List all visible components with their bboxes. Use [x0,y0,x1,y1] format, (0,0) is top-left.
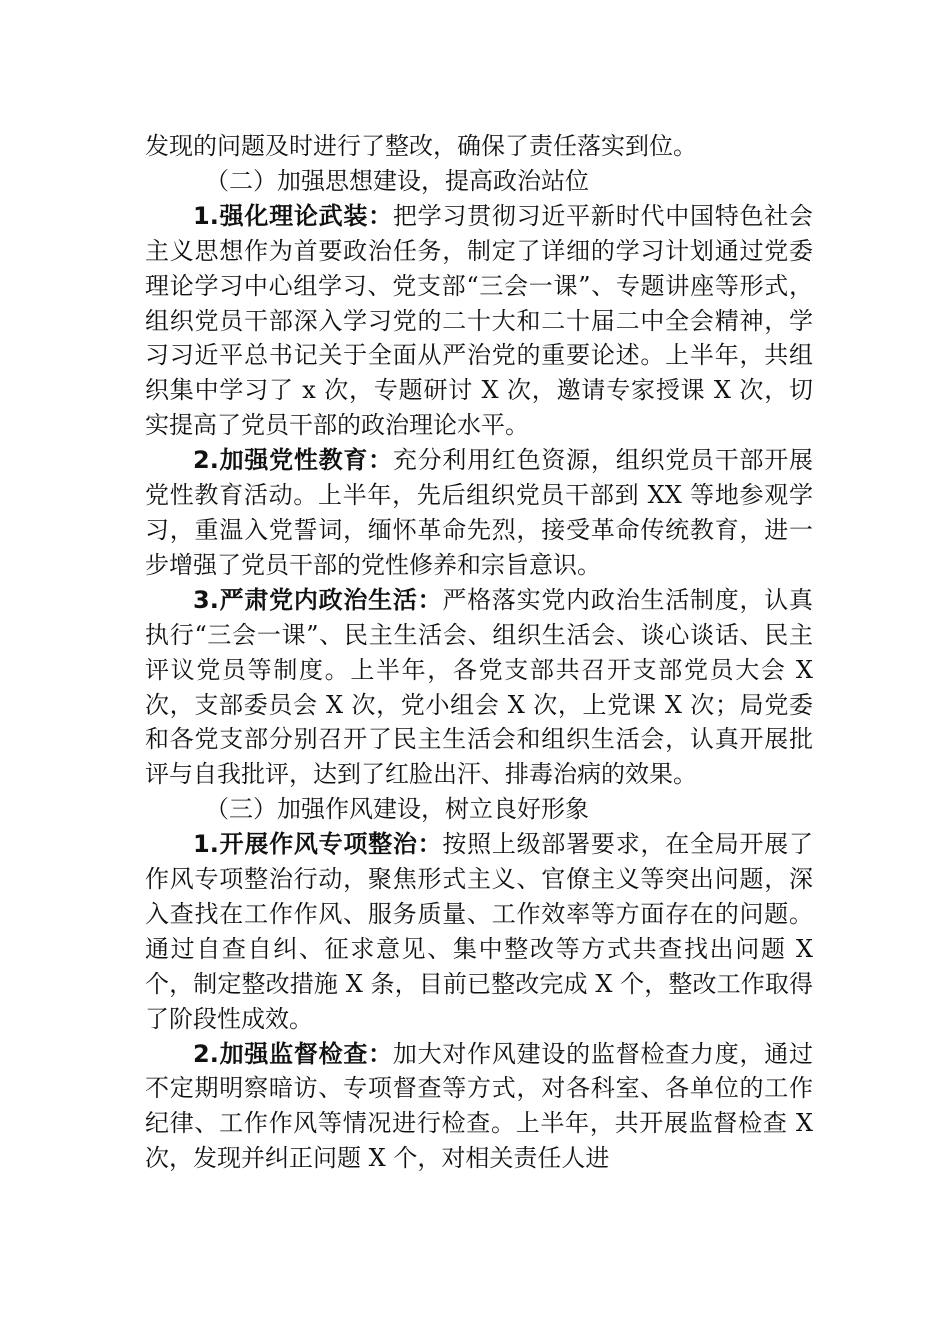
paragraph-supervision [145,1037,813,1177]
paragraph-lead: 2.加强监督检查： [193,1039,393,1068]
document-page [145,129,813,1176]
paragraph-body: 严格落实党内政治生活制度，认真执行“三会一课”、民主生活会、组织生活会、谈心谈话、民主评议党员等制度。上半年，各党支部共召开支部党员大会 X 次，支部委员会 X 次，党小组会 X 次，上党课 X 次；局党委和各党支部分别召开了民主生活会和组织生活会，认真开展批评与自我批评，达到了红脸出汗、排毒治病的效果。 [145,585,813,789]
section-heading-2: （二）加强思想建设，提高政治站位 [205,166,589,195]
paragraph-theory [145,199,813,443]
paragraph-lead: 1.开展作风专项整治： [193,830,443,859]
opening-line: 发现的问题及时进行了整改，确保了责任落实到位。 [145,132,697,160]
paragraph-lead: 3.严肃党内政治生活： [193,585,443,614]
paragraph-body: 充分利用红色资源，组织党员干部开展党性教育活动。上半年，先后组织党员干部到 XX 等地参观学习，重温入党誓词，缅怀革命先烈，接受革命传统教育，进一步增强了党员干部的党性修养和宗旨意识。 [145,446,813,579]
paragraph-style-rectification [145,827,813,1036]
paragraph-lead: 2.加强党性教育： [193,446,393,475]
paragraph-body: 加大对作风建设的监督检查力度，通过不定期明察暗访、专项督查等方式，对各科室、各单位的工作纪律、工作作风等情况进行检查。上半年，共开展监督检查 X 次，发现并纠正问题 X 个，对相关责任人进 [145,1039,813,1173]
paragraph-party-education [145,443,813,583]
paragraph-body: 按照上级部署要求，在全局开展了作风专项整治行动，聚焦形式主义、官僚主义等突出问题，深入查找在工作作风、服务质量、工作效率等方面存在的问题。通过自查自纠、征求意见、集中整改等方式共查找出问题 X 个，制定整改措施 X 条，目前已整改完成 X 个，整改工作取得了阶段性成效。 [145,830,813,1033]
paragraph-lead: 1.强化理论武装： [193,201,393,230]
paragraph-body: 把学习贯彻习近平新时代中国特色社会主义思想作为首要政治任务，制定了详细的学习计划通过党委理论学习中心组学习、党支部“三会一课”、专题讲座等形式，组织党员干部深入学习党的二十大和二十届二中全会精神，学习习近平总书记关于全面从严治党的重要论述。上半年，共组织集中学习了 x 次，专题研讨 X 次，邀请专家授课 X 次，切实提高了党员干部的政治理论水平。 [145,201,813,440]
section-heading-3: （三）加强作风建设，树立良好形象 [205,795,589,824]
paragraph-political-life [145,583,813,792]
